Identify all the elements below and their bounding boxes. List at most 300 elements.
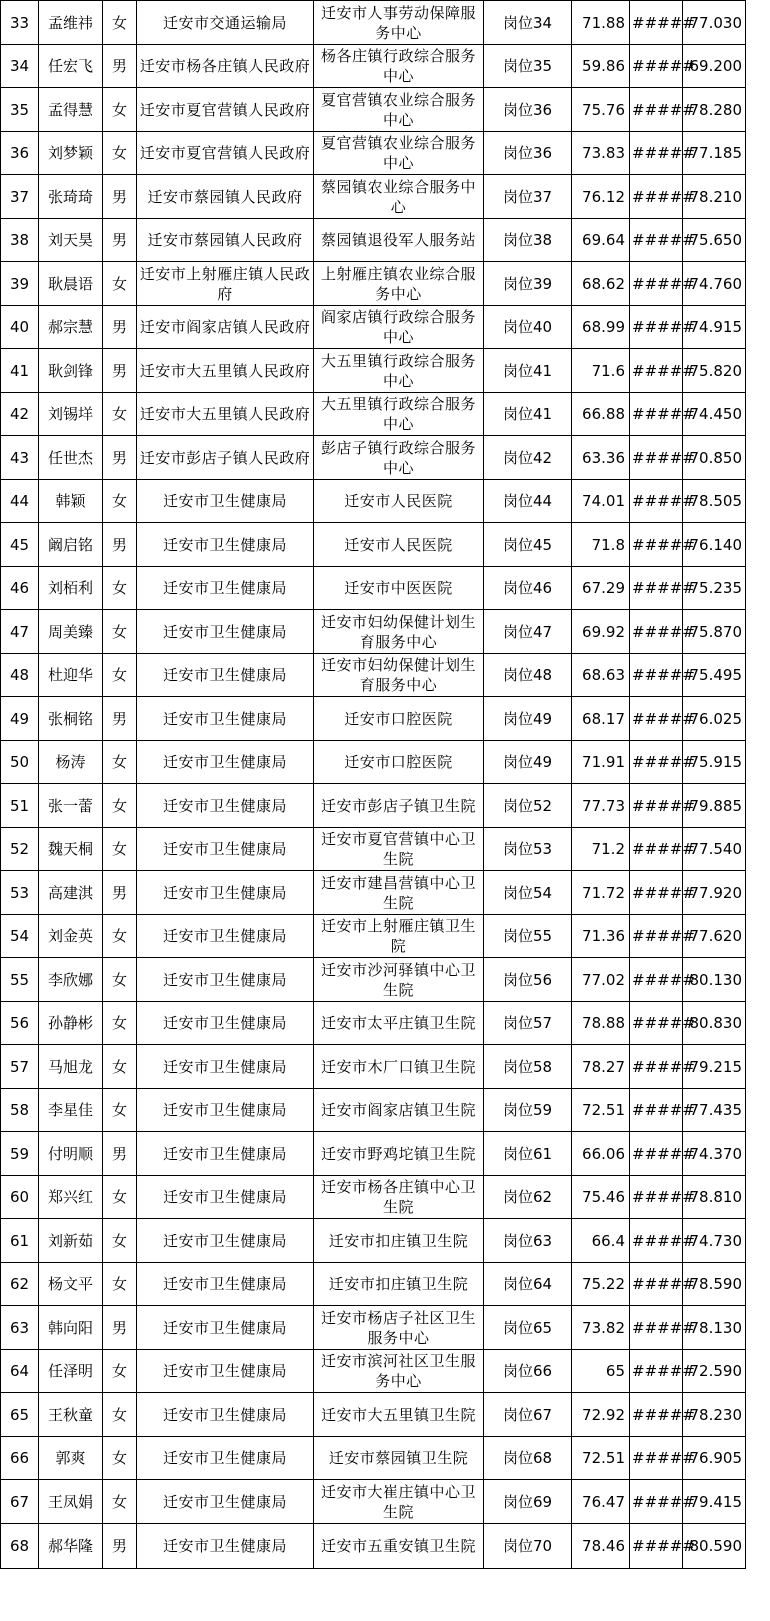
table-row <box>1 306 746 349</box>
department-cell: 迁安市卫生健康局 <box>137 784 314 828</box>
name-cell: 刘锡垟 <box>39 393 103 436</box>
row-number-cell: 62 <box>1 1263 39 1306</box>
table-row <box>1 436 746 480</box>
total-score-cell: 77.435 <box>683 1089 746 1132</box>
table-row <box>1 1132 746 1176</box>
department-cell: 迁安市卫生健康局 <box>137 567 314 610</box>
written-score-cell: 75.76 <box>572 88 630 132</box>
row-number-cell: 55 <box>1 958 39 1002</box>
department-cell: 迁安市卫生健康局 <box>137 1132 314 1176</box>
interview-score-cell: ##### <box>630 1437 683 1480</box>
position-cell: 岗位42 <box>484 436 572 480</box>
total-score-cell: 75.650 <box>683 219 746 262</box>
department-cell: 迁安市卫生健康局 <box>137 1045 314 1089</box>
name-cell: 刘梦颖 <box>39 132 103 175</box>
row-number-cell: 66 <box>1 1437 39 1480</box>
interview-score-cell: ##### <box>630 567 683 610</box>
position-cell: 岗位48 <box>484 654 572 697</box>
department-cell: 迁安市夏官营镇人民政府 <box>137 88 314 132</box>
position-cell: 岗位59 <box>484 1089 572 1132</box>
row-number-cell: 41 <box>1 349 39 393</box>
written-score-cell: 68.63 <box>572 654 630 697</box>
position-cell: 岗位52 <box>484 784 572 828</box>
written-score-cell: 71.2 <box>572 828 630 871</box>
gender-cell: 女 <box>103 480 137 523</box>
table-row <box>1 567 746 610</box>
interview-score-cell: ##### <box>630 1306 683 1350</box>
gender-cell: 女 <box>103 741 137 784</box>
interview-score-cell: ##### <box>630 1045 683 1089</box>
unit-cell: 迁安市太平庄镇卫生院 <box>314 1002 484 1045</box>
total-score-cell: 74.450 <box>683 393 746 436</box>
gender-cell: 女 <box>103 1393 137 1437</box>
total-score-cell: 80.130 <box>683 958 746 1002</box>
row-number-cell: 43 <box>1 436 39 480</box>
position-cell: 岗位40 <box>484 306 572 349</box>
interview-score-cell: ##### <box>630 1524 683 1569</box>
unit-cell: 迁安市上射雁庄镇卫生院 <box>314 915 484 958</box>
interview-score-cell: ##### <box>630 1350 683 1393</box>
row-number-cell: 54 <box>1 915 39 958</box>
gender-cell: 男 <box>103 175 137 219</box>
interview-score-cell: ##### <box>630 219 683 262</box>
written-score-cell: 73.83 <box>572 132 630 175</box>
written-score-cell: 71.88 <box>572 1 630 45</box>
table-row <box>1 480 746 523</box>
department-cell: 迁安市卫生健康局 <box>137 697 314 741</box>
written-score-cell: 76.12 <box>572 175 630 219</box>
gender-cell: 女 <box>103 567 137 610</box>
written-score-cell: 68.17 <box>572 697 630 741</box>
name-cell: 周美臻 <box>39 610 103 654</box>
row-number-cell: 59 <box>1 1132 39 1176</box>
department-cell: 迁安市卫生健康局 <box>137 1524 314 1569</box>
interview-score-cell: ##### <box>630 871 683 915</box>
department-cell: 迁安市卫生健康局 <box>137 1350 314 1393</box>
interview-score-cell: ##### <box>630 1089 683 1132</box>
name-cell: 杜迎华 <box>39 654 103 697</box>
department-cell: 迁安市上射雁庄镇人民政府 <box>137 262 314 306</box>
position-cell: 岗位58 <box>484 1045 572 1089</box>
position-cell: 岗位56 <box>484 958 572 1002</box>
position-cell: 岗位47 <box>484 610 572 654</box>
position-cell: 岗位61 <box>484 1132 572 1176</box>
position-cell: 岗位53 <box>484 828 572 871</box>
written-score-cell: 78.27 <box>572 1045 630 1089</box>
position-cell: 岗位37 <box>484 175 572 219</box>
total-score-cell: 78.505 <box>683 480 746 523</box>
row-number-cell: 65 <box>1 1393 39 1437</box>
unit-cell: 迁安市人事劳动保障服务中心 <box>314 1 484 45</box>
unit-cell: 迁安市沙河驿镇中心卫生院 <box>314 958 484 1002</box>
table-row <box>1 1263 746 1306</box>
position-cell: 岗位41 <box>484 349 572 393</box>
table-row <box>1 262 746 306</box>
department-cell: 迁安市交通运输局 <box>137 1 314 45</box>
unit-cell: 蔡园镇退役军人服务站 <box>314 219 484 262</box>
unit-cell: 迁安市阎家店镇卫生院 <box>314 1089 484 1132</box>
position-cell: 岗位68 <box>484 1437 572 1480</box>
interview-score-cell: ##### <box>630 523 683 567</box>
gender-cell: 女 <box>103 958 137 1002</box>
unit-cell: 迁安市建昌营镇中心卫生院 <box>314 871 484 915</box>
total-score-cell: 78.130 <box>683 1306 746 1350</box>
row-number-cell: 63 <box>1 1306 39 1350</box>
table-row <box>1 1219 746 1263</box>
position-cell: 岗位34 <box>484 1 572 45</box>
row-number-cell: 42 <box>1 393 39 436</box>
position-cell: 岗位36 <box>484 88 572 132</box>
total-score-cell: 76.140 <box>683 523 746 567</box>
total-score-cell: 78.280 <box>683 88 746 132</box>
name-cell: 王凤娟 <box>39 1480 103 1524</box>
gender-cell: 男 <box>103 1132 137 1176</box>
unit-cell: 杨各庄镇行政综合服务中心 <box>314 45 484 88</box>
gender-cell: 女 <box>103 1437 137 1480</box>
interview-score-cell: ##### <box>630 654 683 697</box>
written-score-cell: 63.36 <box>572 436 630 480</box>
department-cell: 迁安市彭店子镇人民政府 <box>137 436 314 480</box>
total-score-cell: 75.495 <box>683 654 746 697</box>
position-cell: 岗位63 <box>484 1219 572 1263</box>
row-number-cell: 48 <box>1 654 39 697</box>
department-cell: 迁安市蔡园镇人民政府 <box>137 175 314 219</box>
interview-score-cell: ##### <box>630 1002 683 1045</box>
position-cell: 岗位49 <box>484 741 572 784</box>
interview-score-cell: ##### <box>630 1480 683 1524</box>
department-cell: 迁安市夏官营镇人民政府 <box>137 132 314 175</box>
position-cell: 岗位49 <box>484 697 572 741</box>
interview-score-cell: ##### <box>630 958 683 1002</box>
table-row <box>1 654 746 697</box>
position-cell: 岗位55 <box>484 915 572 958</box>
row-number-cell: 35 <box>1 88 39 132</box>
department-cell: 迁安市卫生健康局 <box>137 1089 314 1132</box>
table-row <box>1 1306 746 1350</box>
unit-cell: 大五里镇行政综合服务中心 <box>314 349 484 393</box>
interview-score-cell: ##### <box>630 828 683 871</box>
department-cell: 迁安市卫生健康局 <box>137 1306 314 1350</box>
name-cell: 郝华隆 <box>39 1524 103 1569</box>
total-score-cell: 77.620 <box>683 915 746 958</box>
position-cell: 岗位54 <box>484 871 572 915</box>
written-score-cell: 68.62 <box>572 262 630 306</box>
name-cell: 马旭龙 <box>39 1045 103 1089</box>
position-cell: 岗位35 <box>484 45 572 88</box>
gender-cell: 女 <box>103 828 137 871</box>
row-number-cell: 53 <box>1 871 39 915</box>
unit-cell: 蔡园镇农业综合服务中心 <box>314 175 484 219</box>
table-row <box>1 1524 746 1569</box>
row-number-cell: 56 <box>1 1002 39 1045</box>
department-cell: 迁安市卫生健康局 <box>137 610 314 654</box>
table-row <box>1 1393 746 1437</box>
unit-cell: 迁安市大崔庄镇中心卫生院 <box>314 1480 484 1524</box>
department-cell: 迁安市卫生健康局 <box>137 1176 314 1219</box>
table-row <box>1 1045 746 1089</box>
table-row <box>1 1480 746 1524</box>
position-cell: 岗位46 <box>484 567 572 610</box>
gender-cell: 男 <box>103 219 137 262</box>
total-score-cell: 75.235 <box>683 567 746 610</box>
name-cell: 刘新茹 <box>39 1219 103 1263</box>
table-row <box>1 393 746 436</box>
written-score-cell: 66.88 <box>572 393 630 436</box>
position-cell: 岗位64 <box>484 1263 572 1306</box>
interview-score-cell: ##### <box>630 262 683 306</box>
row-number-cell: 47 <box>1 610 39 654</box>
gender-cell: 女 <box>103 610 137 654</box>
interview-score-cell: ##### <box>630 784 683 828</box>
gender-cell: 女 <box>103 1480 137 1524</box>
table-row <box>1 828 746 871</box>
position-cell: 岗位45 <box>484 523 572 567</box>
name-cell: 任泽明 <box>39 1350 103 1393</box>
total-score-cell: 74.370 <box>683 1132 746 1176</box>
total-score-cell: 78.810 <box>683 1176 746 1219</box>
table-row <box>1 1176 746 1219</box>
gender-cell: 男 <box>103 306 137 349</box>
department-cell: 迁安市卫生健康局 <box>137 1219 314 1263</box>
table-row <box>1 1437 746 1480</box>
row-number-cell: 40 <box>1 306 39 349</box>
total-score-cell: 75.915 <box>683 741 746 784</box>
total-score-cell: 77.030 <box>683 1 746 45</box>
position-cell: 岗位38 <box>484 219 572 262</box>
interview-score-cell: ##### <box>630 393 683 436</box>
interview-score-cell: ##### <box>630 436 683 480</box>
written-score-cell: 72.51 <box>572 1437 630 1480</box>
unit-cell: 迁安市妇幼保健计划生育服务中心 <box>314 610 484 654</box>
position-cell: 岗位65 <box>484 1306 572 1350</box>
position-cell: 岗位36 <box>484 132 572 175</box>
unit-cell: 迁安市野鸡坨镇卫生院 <box>314 1132 484 1176</box>
department-cell: 迁安市卫生健康局 <box>137 1393 314 1437</box>
row-number-cell: 60 <box>1 1176 39 1219</box>
row-number-cell: 68 <box>1 1524 39 1569</box>
unit-cell: 迁安市木厂口镇卫生院 <box>314 1045 484 1089</box>
unit-cell: 迁安市人民医院 <box>314 480 484 523</box>
row-number-cell: 61 <box>1 1219 39 1263</box>
row-number-cell: 58 <box>1 1089 39 1132</box>
total-score-cell: 78.590 <box>683 1263 746 1306</box>
gender-cell: 男 <box>103 1306 137 1350</box>
table-body <box>1 1 746 1569</box>
name-cell: 孟得慧 <box>39 88 103 132</box>
interview-score-cell: ##### <box>630 1263 683 1306</box>
unit-cell: 迁安市扣庄镇卫生院 <box>314 1263 484 1306</box>
gender-cell: 女 <box>103 393 137 436</box>
unit-cell: 迁安市杨店子社区卫生服务中心 <box>314 1306 484 1350</box>
name-cell: 耿晨语 <box>39 262 103 306</box>
total-score-cell: 80.830 <box>683 1002 746 1045</box>
row-number-cell: 67 <box>1 1480 39 1524</box>
interview-score-cell: ##### <box>630 132 683 175</box>
unit-cell: 迁安市中医医院 <box>314 567 484 610</box>
written-score-cell: 74.01 <box>572 480 630 523</box>
unit-cell: 迁安市夏官营镇中心卫生院 <box>314 828 484 871</box>
interview-score-cell: ##### <box>630 306 683 349</box>
name-cell: 刘栢利 <box>39 567 103 610</box>
name-cell: 郑兴红 <box>39 1176 103 1219</box>
unit-cell: 迁安市妇幼保健计划生育服务中心 <box>314 654 484 697</box>
position-cell: 岗位44 <box>484 480 572 523</box>
total-score-cell: 79.215 <box>683 1045 746 1089</box>
interview-score-cell: ##### <box>630 88 683 132</box>
table-row <box>1 1350 746 1393</box>
name-cell: 孟维祎 <box>39 1 103 45</box>
gender-cell: 男 <box>103 871 137 915</box>
name-cell: 韩向阳 <box>39 1306 103 1350</box>
name-cell: 张桐铭 <box>39 697 103 741</box>
gender-cell: 女 <box>103 132 137 175</box>
row-number-cell: 49 <box>1 697 39 741</box>
department-cell: 迁安市阎家店镇人民政府 <box>137 306 314 349</box>
table-row <box>1 175 746 219</box>
interview-score-cell: ##### <box>630 175 683 219</box>
total-score-cell: 75.820 <box>683 349 746 393</box>
unit-cell: 迁安市口腔医院 <box>314 697 484 741</box>
department-cell: 迁安市卫生健康局 <box>137 523 314 567</box>
gender-cell: 女 <box>103 1350 137 1393</box>
row-number-cell: 45 <box>1 523 39 567</box>
table-row <box>1 1002 746 1045</box>
row-number-cell: 33 <box>1 1 39 45</box>
row-number-cell: 51 <box>1 784 39 828</box>
total-score-cell: 79.415 <box>683 1480 746 1524</box>
position-cell: 岗位69 <box>484 1480 572 1524</box>
row-number-cell: 34 <box>1 45 39 88</box>
written-score-cell: 72.92 <box>572 1393 630 1437</box>
name-cell: 张一蕾 <box>39 784 103 828</box>
gender-cell: 男 <box>103 697 137 741</box>
written-score-cell: 76.47 <box>572 1480 630 1524</box>
department-cell: 迁安市卫生健康局 <box>137 1263 314 1306</box>
table-row <box>1 88 746 132</box>
written-score-cell: 59.86 <box>572 45 630 88</box>
total-score-cell: 80.590 <box>683 1524 746 1569</box>
department-cell: 迁安市卫生健康局 <box>137 1437 314 1480</box>
unit-cell: 迁安市彭店子镇卫生院 <box>314 784 484 828</box>
department-cell: 迁安市卫生健康局 <box>137 1002 314 1045</box>
position-cell: 岗位62 <box>484 1176 572 1219</box>
position-cell: 岗位41 <box>484 393 572 436</box>
unit-cell: 迁安市杨各庄镇中心卫生院 <box>314 1176 484 1219</box>
name-cell: 郝宗慧 <box>39 306 103 349</box>
position-cell: 岗位66 <box>484 1350 572 1393</box>
written-score-cell: 66.4 <box>572 1219 630 1263</box>
total-score-cell: 74.915 <box>683 306 746 349</box>
table-row <box>1 523 746 567</box>
unit-cell: 迁安市五重安镇卫生院 <box>314 1524 484 1569</box>
interview-score-cell: ##### <box>630 1176 683 1219</box>
name-cell: 付明顺 <box>39 1132 103 1176</box>
name-cell: 张琦琦 <box>39 175 103 219</box>
gender-cell: 男 <box>103 1524 137 1569</box>
name-cell: 阚启铭 <box>39 523 103 567</box>
total-score-cell: 76.905 <box>683 1437 746 1480</box>
gender-cell: 女 <box>103 1045 137 1089</box>
name-cell: 王秋童 <box>39 1393 103 1437</box>
table-row <box>1 610 746 654</box>
interview-score-cell: ##### <box>630 1219 683 1263</box>
gender-cell: 女 <box>103 88 137 132</box>
total-score-cell: 70.850 <box>683 436 746 480</box>
gender-cell: 女 <box>103 915 137 958</box>
interview-score-cell: ##### <box>630 915 683 958</box>
table-row <box>1 1089 746 1132</box>
total-score-cell: 74.760 <box>683 262 746 306</box>
gender-cell: 男 <box>103 523 137 567</box>
department-cell: 迁安市卫生健康局 <box>137 828 314 871</box>
table-row <box>1 349 746 393</box>
unit-cell: 迁安市蔡园镇卫生院 <box>314 1437 484 1480</box>
name-cell: 耿剑锋 <box>39 349 103 393</box>
total-score-cell: 72.590 <box>683 1350 746 1393</box>
name-cell: 魏天桐 <box>39 828 103 871</box>
row-number-cell: 36 <box>1 132 39 175</box>
name-cell: 任世杰 <box>39 436 103 480</box>
department-cell: 迁安市大五里镇人民政府 <box>137 349 314 393</box>
written-score-cell: 66.06 <box>572 1132 630 1176</box>
interview-score-cell: ##### <box>630 480 683 523</box>
name-cell: 杨涛 <box>39 741 103 784</box>
row-number-cell: 39 <box>1 262 39 306</box>
name-cell: 任宏飞 <box>39 45 103 88</box>
row-number-cell: 44 <box>1 480 39 523</box>
total-score-cell: 74.730 <box>683 1219 746 1263</box>
interview-score-cell: ##### <box>630 697 683 741</box>
table-row <box>1 915 746 958</box>
gender-cell: 女 <box>103 1263 137 1306</box>
unit-cell: 夏官营镇农业综合服务中心 <box>314 88 484 132</box>
written-score-cell: 75.22 <box>572 1263 630 1306</box>
department-cell: 迁安市卫生健康局 <box>137 480 314 523</box>
table-row <box>1 697 746 741</box>
gender-cell: 女 <box>103 784 137 828</box>
gender-cell: 女 <box>103 262 137 306</box>
unit-cell: 夏官营镇农业综合服务中心 <box>314 132 484 175</box>
gender-cell: 女 <box>103 1176 137 1219</box>
total-score-cell: 75.870 <box>683 610 746 654</box>
unit-cell: 阎家店镇行政综合服务中心 <box>314 306 484 349</box>
department-cell: 迁安市蔡园镇人民政府 <box>137 219 314 262</box>
written-score-cell: 71.8 <box>572 523 630 567</box>
written-score-cell: 69.92 <box>572 610 630 654</box>
table-row <box>1 219 746 262</box>
department-cell: 迁安市卫生健康局 <box>137 915 314 958</box>
row-number-cell: 38 <box>1 219 39 262</box>
department-cell: 迁安市卫生健康局 <box>137 741 314 784</box>
position-cell: 岗位70 <box>484 1524 572 1569</box>
department-cell: 迁安市卫生健康局 <box>137 871 314 915</box>
total-score-cell: 78.230 <box>683 1393 746 1437</box>
total-score-cell: 76.025 <box>683 697 746 741</box>
department-cell: 迁安市卫生健康局 <box>137 654 314 697</box>
total-score-cell: 77.540 <box>683 828 746 871</box>
name-cell: 李星佳 <box>39 1089 103 1132</box>
interview-score-cell: ##### <box>630 45 683 88</box>
written-score-cell: 67.29 <box>572 567 630 610</box>
position-cell: 岗位67 <box>484 1393 572 1437</box>
department-cell: 迁安市卫生健康局 <box>137 1480 314 1524</box>
written-score-cell: 71.6 <box>572 349 630 393</box>
department-cell: 迁安市大五里镇人民政府 <box>137 393 314 436</box>
unit-cell: 大五里镇行政综合服务中心 <box>314 393 484 436</box>
gender-cell: 男 <box>103 436 137 480</box>
row-number-cell: 46 <box>1 567 39 610</box>
interview-score-cell: ##### <box>630 1 683 45</box>
